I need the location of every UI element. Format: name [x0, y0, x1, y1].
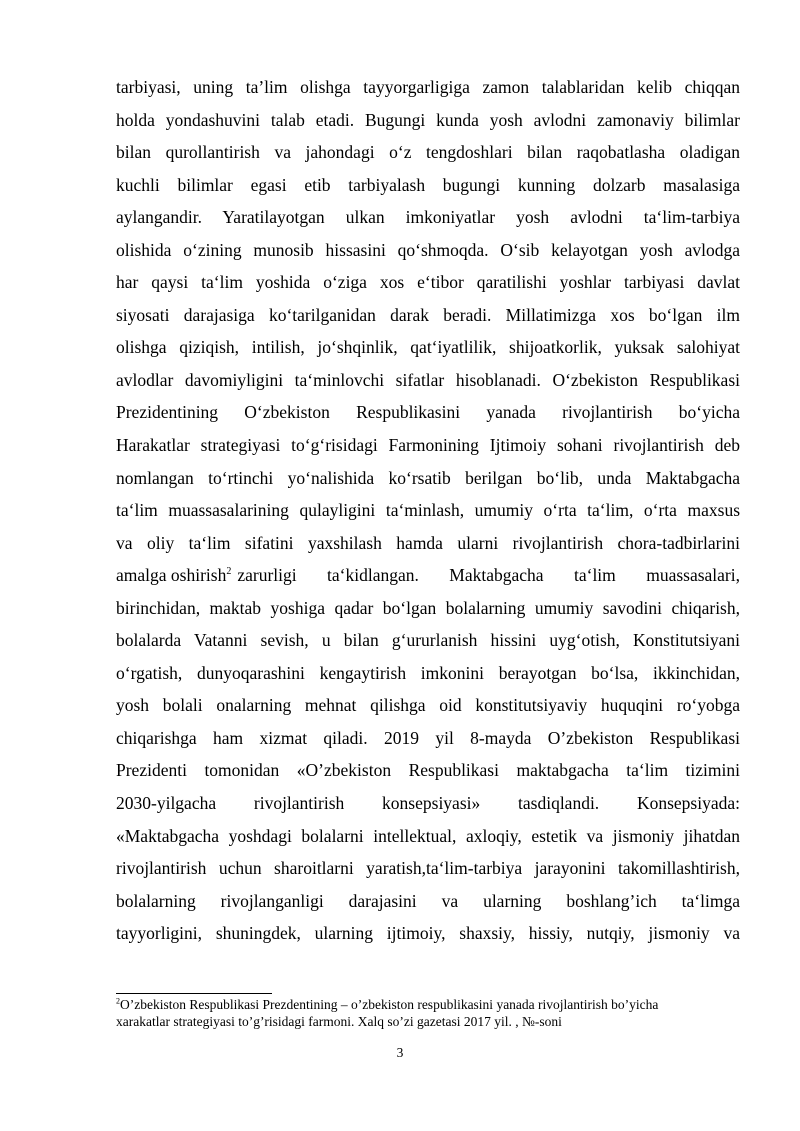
page-number: 3	[396, 1045, 404, 1060]
text-fragment	[116, 559, 231, 592]
text-line: yosh bolali onalarning mehnat qilishga oid konstitutsiyaviy huquqini ro‘yobga	[116, 695, 740, 716]
text-line: har qaysi ta‘lim yoshida o‘ziga xos e‘tibor qaratilishi yoshlar tarbiyasi davlat	[116, 272, 740, 293]
text-line: 2030-yilgacha rivojlantirish konsepsiyasi» tasdiqlandi. Konsepsiyada:	[116, 793, 740, 814]
text-line: va oliy ta‘lim sifatini yaxshilash hamda ularni rivojlantirish chora-tadbirlarini	[116, 532, 740, 553]
text-line: nomlangan to‘rtinchi yo‘nalishida ko‘rsatib berilgan bo‘lib, unda Maktabgacha	[116, 467, 740, 488]
text-line: siyosati darajasiga ko‘tarilganidan darak beradi. Millatimizga xos bo‘lgan ilm	[116, 304, 740, 325]
text-line: avlodlar davomiyligini ta‘minlovchi sifatlar hisoblanadi. O‘zbekiston Respublikasi	[116, 369, 740, 390]
text-line: olishga qiziqish, intilish, jo‘shqinlik, qat‘iyatlilik, shijoatkorlik, yuksak salohiyat	[116, 337, 740, 358]
main-paragraph	[116, 71, 740, 950]
text-line: bolalarning rivojlanganligi darajasini va ularning boshlang’ich ta‘limga	[116, 890, 740, 911]
text-fragment-start: amalga oshirish	[116, 565, 227, 586]
text-line: kuchli bilimlar egasi etib tarbiyalash bugungi kunning dolzarb masalasiga	[116, 174, 740, 195]
footnote-separator	[116, 993, 272, 994]
text-line: chiqarishga ham xizmat qiladi. 2019 yil 8-mayda O’zbekiston Respublikasi	[116, 727, 740, 748]
text-line: aylangandir. Yaratilayotgan ulkan imkoniyatlar yosh avlodni ta‘lim-tarbiya	[116, 207, 740, 228]
text-line: bolalarda Vatanni sevish, u bilan g‘ururlanish hissini uyg‘otish, Konstitutsiyani	[116, 630, 740, 651]
footnote-reference[interactable]: 2	[226, 566, 232, 578]
footnote-text: O’zbekiston Respublikasi Prezdentining – o’zbekiston respublikasini yanada rivojlantirish bo’yicha	[120, 997, 659, 1012]
text-line: Prezidentining O‘zbekiston Respublikasini yanada rivojlantirish bo‘yicha	[116, 402, 740, 423]
text-line: o‘rgatish, dunyoqarashini kengaytirish imkonini berayotgan bo‘lsa, ikkinchidan,	[116, 662, 740, 683]
text-line: birinchidan, maktab yoshiga qadar bo‘lgan bolalarning umumiy savodini chiqarish,	[116, 597, 740, 618]
text-line: ta‘lim muassasalarining qulayligini ta‘minlash, umumiy o‘rta ta‘lim, o‘rta maxsus	[116, 500, 740, 521]
text-line: bilan qurollantirish va jahondagi o‘z tengdoshlari bilan raqobatlasha oladigan	[116, 142, 740, 163]
text-fragment-rest: zarurligi ta‘kidlangan. Maktabgacha ta‘lim muassasalari,	[237, 565, 740, 586]
text-line: olishida o‘zining munosib hissasini qo‘shmoqda. O‘sib kelayotgan yosh avlodga	[116, 239, 740, 260]
text-line: «Maktabgacha yoshdagi bolalarni intellektual, axloqiy, estetik va jismoniy jihatdan	[116, 825, 740, 846]
text-line: holda yondashuvini talab etadi. Bugungi kunda yosh avlodni zamonaviy bilimlar	[116, 109, 740, 130]
text-line-with-footnote	[116, 559, 740, 592]
footnote-line: xarakatlar strategiyasi to’g’risidagi farmoni. Xalq so’zi gazetasi 2017 yil. , №-soni	[116, 1013, 562, 1029]
text-line: tarbiyasi, uning ta’lim olishga tayyorgarligiga zamon talablaridan kelib chiqqan	[116, 77, 740, 97]
text-line: Prezidenti tomonidan «O’zbekiston Respublikasi maktabgacha ta‘lim tizimini	[116, 760, 740, 781]
footnote	[116, 997, 756, 1030]
text-line: Harakatlar strategiyasi to‘g‘risidagi Farmonining Ijtimoiy sohani rivojlantirish deb	[116, 435, 740, 456]
footnote-marker: 2	[116, 996, 120, 1006]
text-line: tayyorligini, shuningdek, ularning ijtimoiy, shaxsiy, hissiy, nutqiy, jismoniy va	[116, 923, 740, 944]
footnote-line	[116, 997, 756, 1014]
text-line: rivojlantirish uchun sharoitlarni yaratish,ta‘lim-tarbiya jarayonini takomillashtirish,	[116, 858, 740, 879]
